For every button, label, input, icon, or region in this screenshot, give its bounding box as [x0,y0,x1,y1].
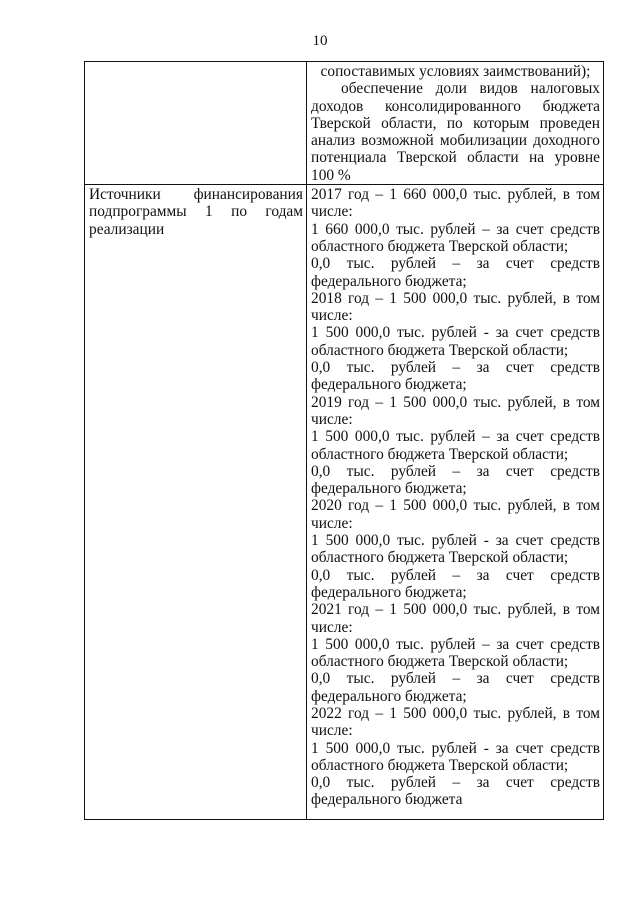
text-line: областного бюджета Тверской области; [311,756,569,774]
text-line: 1 500 000,0 тыс. рублей - за счет средств [311,739,600,757]
text-line: 0,0 тыс. рублей – за счет средств [311,670,600,688]
text-line: 1 660 000,0 тыс. рублей – за счет средств [311,220,600,238]
text-line: 2022 год – 1 500 000,0 тыс. рублей, в том [311,704,600,722]
text-line: числе: [311,307,353,325]
table-row-indicators [85,62,604,185]
text-line: федерального бюджета; [311,272,467,290]
text-line: федерального бюджета; [311,480,467,498]
text-line: 1 500 000,0 тыс. рублей – за счет средств [311,428,600,446]
page-number: 10 [312,33,328,49]
year-block [311,601,600,705]
text-line: 100 % [311,166,351,184]
text-line: 0,0 тыс. рублей – за счет средств [311,255,600,273]
year-block [311,290,600,394]
text-line: числе: [311,203,353,221]
text-line: Источники финансирования [89,186,303,204]
year-block [311,186,600,290]
text-line: потенциала Тверской области на уровне [311,149,600,167]
text-line: 0,0 тыс. рублей – за счет средств [311,566,600,584]
text-line: 1 500 000,0 тыс. рублей – за счет средств [311,635,600,653]
text-line: числе: [311,722,353,740]
text-line: областного бюджета Тверской области; [311,445,569,463]
program-table [84,61,604,820]
text-line: реализации [89,220,165,238]
year-block [311,497,600,601]
funding-values-cell [307,185,604,820]
text-line: 2018 год – 1 500 000,0 тыс. рублей, в том [311,289,600,307]
text-line: числе: [311,618,353,636]
text-line: федерального бюджета; [311,376,467,394]
text-line: доходов консолидированного бюджета [311,97,600,115]
text-line: федерального бюджета [311,791,463,809]
text-line: Тверской области, по которым проведен [311,114,600,132]
text-line: обеспечение доли видов налоговых [341,80,600,98]
text-line: 0,0 тыс. рублей – за счет средств [311,774,600,792]
text-line: областного бюджета Тверской области; [311,653,569,671]
row1-right-cell [307,62,604,185]
year-block [311,394,600,498]
funding-label-cell [85,185,307,820]
text-line: 2021 год – 1 500 000,0 тыс. рублей, в том [311,601,600,619]
text-line: анализ возможной мобилизации доходного [311,132,600,150]
text-line: подпрограммы 1 по годам [89,203,303,221]
text-line: числе: [311,410,353,428]
text-line: 0,0 тыс. рублей – за счет средств [311,359,600,377]
text-line: 0,0 тыс. рублей – за счет средств [311,462,600,480]
text-line: 2020 год – 1 500 000,0 тыс. рублей, в том [311,497,600,515]
text-line: областного бюджета Тверской области; [311,237,569,255]
text-line: сопоставимых условиях заимствований); [320,63,591,80]
row1-left-cell [85,62,307,185]
year-block [311,705,600,809]
text-line: 1 500 000,0 тыс. рублей - за счет средств [311,324,600,342]
table-row-funding [85,185,604,820]
text-line: областного бюджета Тверской области; [311,549,569,567]
text-line: 2017 год – 1 660 000,0 тыс. рублей, в том [311,186,600,204]
text-line: федерального бюджета; [311,687,467,705]
text-line: областного бюджета Тверской области; [311,341,569,359]
text-line: числе: [311,514,353,532]
text-line: 1 500 000,0 тыс. рублей - за счет средств [311,532,600,550]
text-line: 2019 год – 1 500 000,0 тыс. рублей, в том [311,393,600,411]
text-line: федерального бюджета; [311,583,467,601]
